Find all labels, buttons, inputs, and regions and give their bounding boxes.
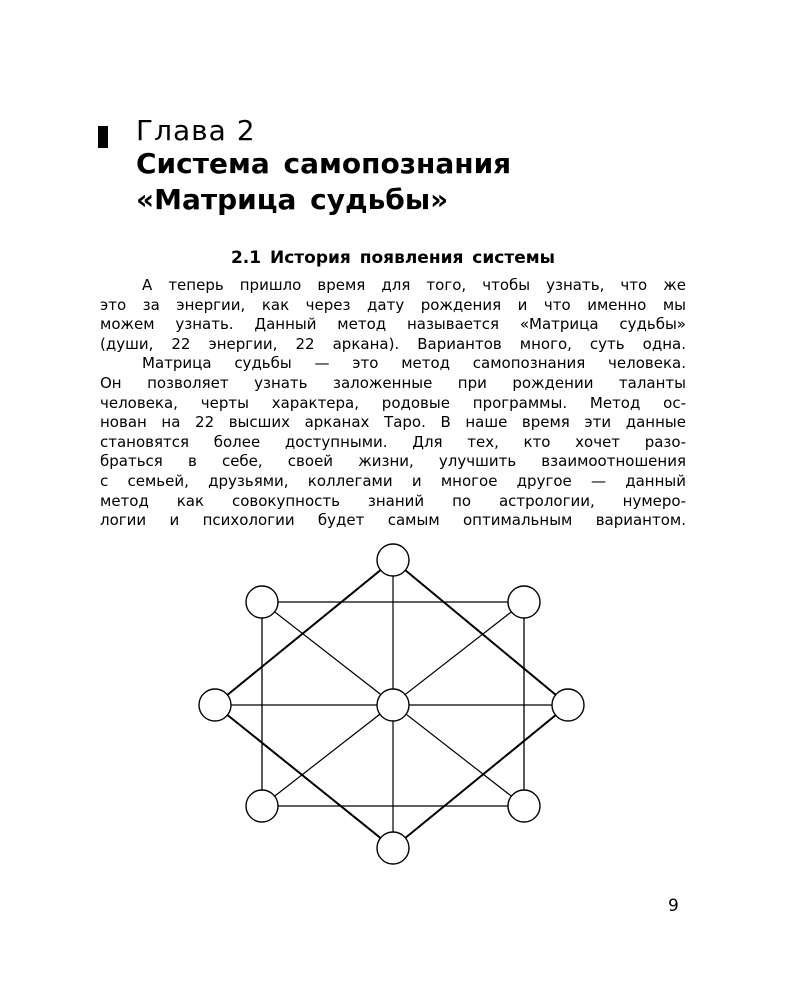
node-bottom (377, 832, 409, 864)
chapter-title (136, 146, 511, 218)
node-left (199, 689, 231, 721)
node-bottom-right (508, 790, 540, 822)
section-title: 2.1 История появления системы (230, 248, 556, 268)
text-line: можем узнать. Данный метод называется «Матрица судьбы» (100, 315, 686, 334)
text-line: человека, черты характера, родовые программы. Метод ос- (100, 393, 686, 412)
text-line: браться в себе, своей жизни, улучшить взаимоотношения (100, 452, 686, 471)
node-top (377, 544, 409, 576)
text-line: становятся более доступными. Для тех, кто хочет разо- (100, 432, 686, 451)
text-line: метод как совокупность знаний по астрологии, нумеро- (100, 491, 686, 510)
node-center (377, 689, 409, 721)
body-text (100, 276, 686, 531)
text-line: Матрица судьбы — это метод самопознания человека. (142, 354, 686, 373)
chapter-label: Глава 2 (136, 114, 256, 147)
chapter-title-line-2: «Матрица судьбы» (136, 183, 449, 216)
text-line: нован на 22 высших арканах Таро. В наше время эти данные (100, 413, 686, 432)
text-line: это за энергии, как через дату рождения и что именно мы (100, 295, 686, 314)
node-top-left (246, 586, 278, 618)
node-bottom-left (246, 790, 278, 822)
text-line: А теперь пришло время для того, чтобы узнать, что же (142, 276, 686, 294)
destiny-matrix-diagram (180, 536, 620, 886)
text-line: (души, 22 энергии, 22 аркана). Вариантов много, суть одна. (100, 334, 686, 353)
node-top-right (508, 586, 540, 618)
chapter-title-line-1: Система самопознания (136, 147, 512, 180)
text-line: логии и психологии будет самым оптимальным вариантом. (100, 511, 686, 530)
paragraph-1 (100, 276, 686, 354)
chapter-marker (98, 126, 108, 148)
text-line: с семьей, друзьями, коллегами и многое другое — данный (100, 471, 686, 490)
node-right (552, 689, 584, 721)
text-line: Он позволяет узнать заложенные при рождении таланты (100, 373, 686, 392)
page-number: 9 (668, 896, 679, 916)
paragraph-2 (100, 354, 686, 530)
